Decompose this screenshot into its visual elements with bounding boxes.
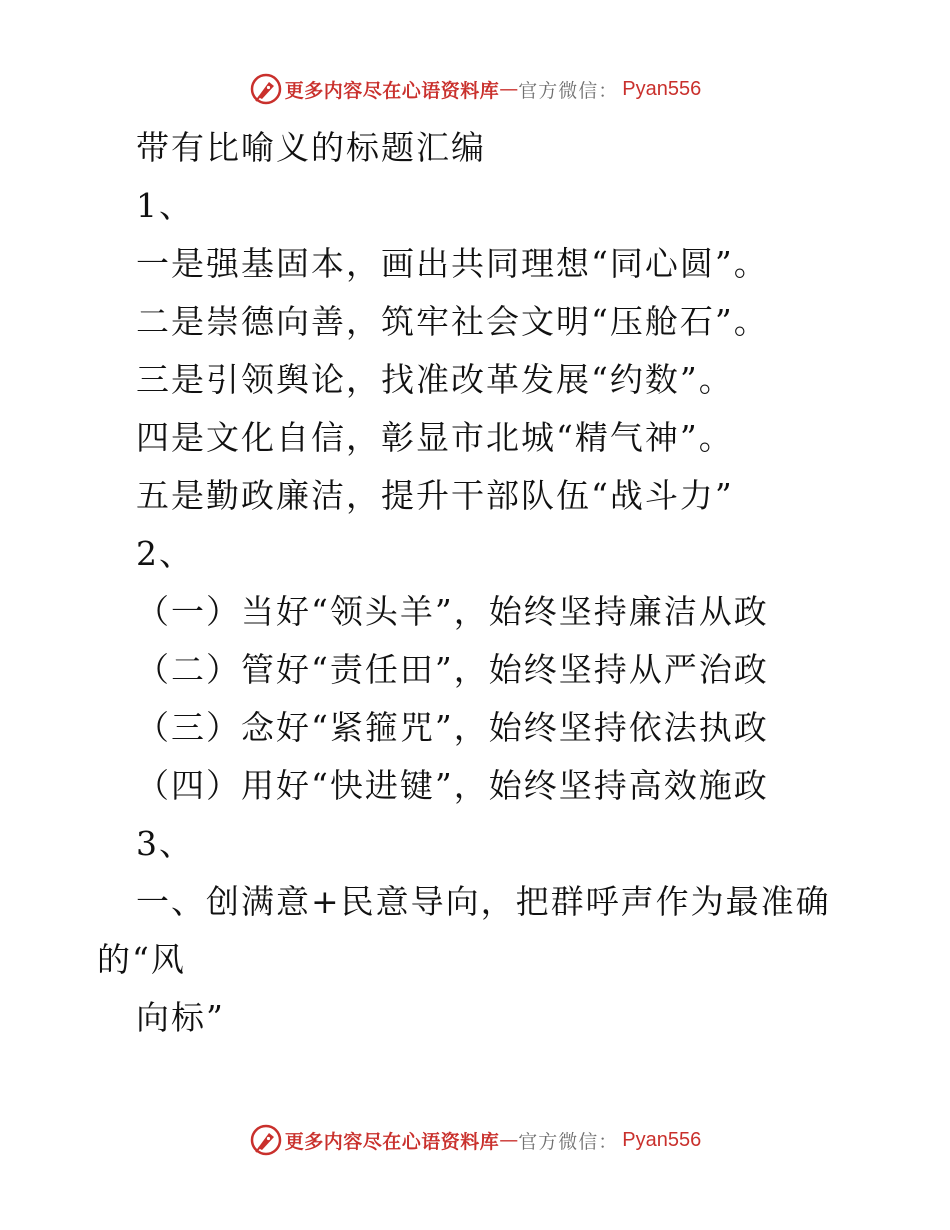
text-line: （三）念好“紧箍咒”，始终坚持依法执政 — [136, 708, 769, 747]
section-number: 1、 — [136, 186, 194, 225]
text-line: 二是崇德向善，筑牢社会文明“压舱石”。 — [136, 302, 769, 341]
watermark-label: 官方微信： — [518, 79, 619, 102]
header-watermark — [0, 72, 950, 106]
watermark-dash: — — [499, 78, 519, 100]
watermark-brand: 更多内容尽在心语资料库 — [284, 79, 500, 102]
text-line: 向标” — [136, 998, 225, 1037]
document-title: 带有比喻义的标题汇编 — [136, 128, 486, 167]
text-line: 的“风 — [97, 940, 186, 979]
text-line: （二）管好“责任田”，始终坚持从严治政 — [136, 650, 769, 689]
text-line: 三是引领舆论，找准改革发展“约数”。 — [136, 360, 734, 399]
text-line: 五是勤政廉洁，提升干部队伍“战斗力” — [136, 476, 734, 515]
section-number: 2、 — [136, 534, 194, 573]
watermark-label: 官方微信： — [518, 1130, 619, 1153]
text-line: 四是文化自信，彰显市北城“精气神”。 — [136, 418, 734, 457]
section-number: 3、 — [136, 824, 194, 863]
watermark-wechat-id: Pyan556 — [622, 1128, 702, 1151]
text-line: （一）当好“领头羊”，始终坚持廉洁从政 — [136, 592, 769, 631]
watermark-dash: — — [499, 1129, 519, 1151]
watermark-wechat-id: Pyan556 — [622, 77, 702, 100]
text-line: （四）用好“快进键”，始终坚持高效施政 — [136, 766, 769, 805]
text-line: 一是强基固本，画出共同理想“同心圆”。 — [136, 244, 769, 283]
text-line: 一、创满意+民意导向，把群呼声作为最准确 — [136, 882, 831, 921]
pen-nib-circle-icon — [249, 1123, 283, 1157]
footer-watermark — [0, 1123, 950, 1157]
pen-nib-circle-icon — [249, 72, 283, 106]
watermark-brand: 更多内容尽在心语资料库 — [284, 1130, 500, 1153]
